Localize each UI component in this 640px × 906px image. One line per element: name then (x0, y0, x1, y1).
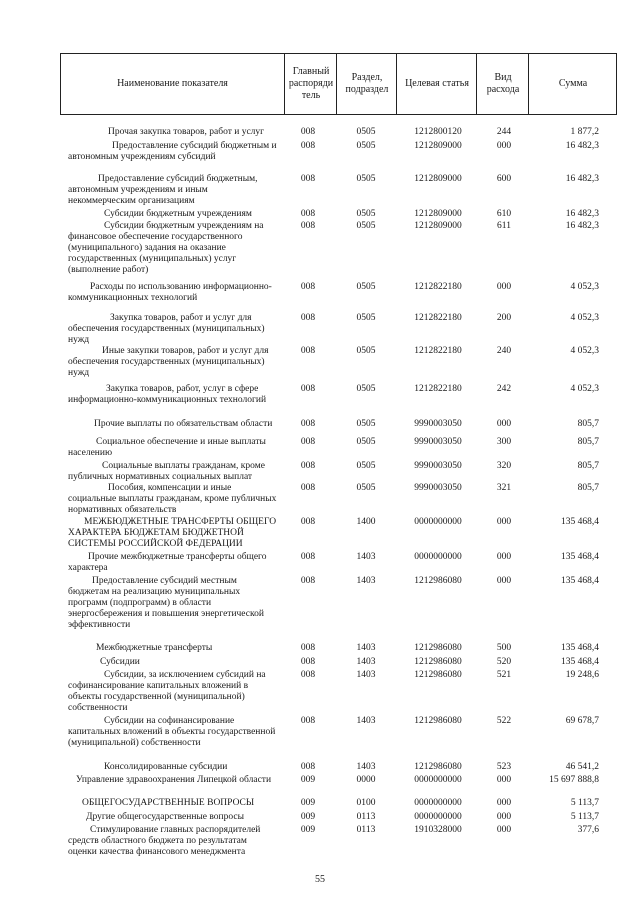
row-type: 520 (496, 657, 512, 667)
row-name: Закупка товаров, работ и услуг для обеспечения государственных (муниципальных) нужд (68, 313, 265, 345)
row-admin: 008 (300, 282, 316, 292)
row-target: 1212809000 (414, 174, 462, 184)
row-admin: 008 (300, 762, 316, 772)
row-section: 0505 (356, 419, 376, 429)
row-admin: 008 (300, 461, 316, 471)
row-name: Субсидии бюджетным учреждениям на финансовое обеспечение государственного (муниципального) задания на оказание государственных (муниципальных) услуг (выполнение работ) (68, 221, 264, 275)
row-section: 1403 (356, 716, 376, 726)
row-target: 1212986080 (414, 670, 462, 680)
row-sum: 15 697 888,8 (549, 775, 599, 785)
row-type: 521 (496, 670, 512, 680)
row-section: 0505 (356, 209, 376, 219)
row-name: Межбюджетные трансферты (96, 643, 213, 653)
row-sum: 19 248,6 (565, 670, 599, 680)
row-section: 0113 (356, 825, 376, 835)
row-section: 0505 (356, 221, 376, 231)
row-section: 0505 (356, 127, 376, 137)
row-section: 0113 (356, 812, 376, 822)
row-admin: 008 (300, 141, 316, 151)
page-number: 55 (315, 874, 325, 885)
row-admin: 009 (300, 775, 316, 785)
row-type: 240 (496, 346, 512, 356)
row-type: 000 (496, 576, 512, 586)
row-name: Предоставление субсидий бюджетным и автономным учреждениям субсидий (68, 141, 277, 162)
row-name: Социальное обеспечение и иные выплаты населению (68, 437, 266, 458)
row-name: Предоставление субсидий бюджетным, автономным учреждениям и иным некоммерческим организациям (68, 174, 258, 206)
row-type: 000 (496, 775, 512, 785)
header-name: Наименование показателя (117, 78, 228, 89)
row-admin: 008 (300, 716, 316, 726)
header-section: Раздел, подраздел (336, 54, 397, 114)
row-admin: 009 (300, 825, 316, 835)
row-name: Предоставление субсидий местным бюджетам на реализацию муниципальных программ (подпрограмм) в области энергосбережения и повышения энергетической эффективности (68, 576, 264, 630)
row-target: 0000000000 (414, 798, 462, 808)
row-target: 1212822180 (414, 313, 462, 323)
row-section: 1403 (356, 643, 376, 653)
row-admin: 008 (300, 657, 316, 667)
row-sum: 16 482,3 (565, 174, 599, 184)
row-admin: 008 (300, 127, 316, 137)
row-sum: 135 468,4 (561, 552, 599, 562)
row-admin: 008 (300, 483, 316, 493)
row-type: 320 (496, 461, 512, 471)
row-target: 1212986080 (414, 762, 462, 772)
row-sum: 805,7 (577, 483, 599, 493)
row-admin: 008 (300, 221, 316, 231)
row-admin: 008 (300, 437, 316, 447)
row-section: 1403 (356, 552, 376, 562)
row-section: 0505 (356, 483, 376, 493)
row-sum: 135 468,4 (561, 657, 599, 667)
row-target: 0000000000 (414, 517, 462, 527)
row-sum: 4 052,3 (570, 384, 599, 394)
row-admin: 008 (300, 419, 316, 429)
row-sum: 16 482,3 (565, 141, 599, 151)
row-name: Другие общегосударственные вопросы (86, 812, 244, 822)
row-section: 0505 (356, 437, 376, 447)
row-sum: 135 468,4 (561, 643, 599, 653)
row-target: 9990003050 (414, 419, 462, 429)
row-target: 1212809000 (414, 209, 462, 219)
row-sum: 16 482,3 (565, 209, 599, 219)
row-type: 611 (497, 221, 511, 231)
row-name: МЕЖБЮДЖЕТНЫЕ ТРАНСФЕРТЫ ОБЩЕГО ХАРАКТЕРА БЮДЖЕТАМ БЮДЖЕТНОЙ СИСТЕМЫ РОССИЙСКОЙ ФЕДЕРАЦИИ (68, 517, 277, 549)
row-type: 000 (496, 812, 512, 822)
row-target: 9990003050 (414, 437, 462, 447)
row-section: 0505 (356, 282, 376, 292)
row-section: 0000 (356, 775, 376, 785)
row-section: 1403 (356, 670, 376, 680)
row-section: 0505 (356, 141, 376, 151)
row-name: Пособия, компенсации и иные социальные выплаты гражданам, кроме публичных нормативных обязательств (68, 483, 277, 515)
row-admin: 008 (300, 346, 316, 356)
row-type: 522 (496, 716, 512, 726)
row-target: 1212822180 (414, 346, 462, 356)
row-sum: 46 541,2 (565, 762, 599, 772)
row-target: 1212986080 (414, 576, 462, 586)
row-sum: 69 678,7 (565, 716, 599, 726)
row-name: Социальные выплаты гражданам, кроме публичных нормативных социальных выплат (68, 461, 265, 482)
row-type: 242 (496, 384, 512, 394)
row-target: 0000000000 (414, 812, 462, 822)
row-type: 600 (496, 174, 512, 184)
row-target: 0000000000 (414, 552, 462, 562)
row-sum: 4 052,3 (570, 282, 599, 292)
row-name: Прочая закупка товаров, работ и услуг (108, 127, 265, 137)
row-target: 1212986080 (414, 716, 462, 726)
row-target: 1212809000 (414, 221, 462, 231)
row-sum: 805,7 (577, 437, 599, 447)
row-target: 1212822180 (414, 282, 462, 292)
row-name: Иные закупки товаров, работ и услуг для обеспечения государственных (муниципальных) нужд (68, 346, 269, 378)
row-section: 0505 (356, 346, 376, 356)
row-admin: 008 (300, 517, 316, 527)
row-target: 1212822180 (414, 384, 462, 394)
row-admin: 008 (300, 576, 316, 586)
row-target: 1212986080 (414, 643, 462, 653)
row-type: 000 (496, 825, 512, 835)
row-type: 300 (496, 437, 512, 447)
row-sum: 16 482,3 (565, 221, 599, 231)
row-type: 523 (496, 762, 512, 772)
row-admin: 008 (300, 313, 316, 323)
row-sum: 1 877,2 (570, 127, 599, 137)
header-admin: Главный распоряди тель (284, 54, 337, 114)
row-type: 610 (496, 209, 512, 219)
row-target: 1212986080 (414, 657, 462, 667)
row-type: 200 (496, 313, 512, 323)
row-name: Управление здравоохранения Липецкой области (76, 775, 272, 785)
row-type: 500 (496, 643, 512, 653)
row-name: Субсидии на софинансирование капитальных вложений в объекты государственной (муниципальной) собственности (68, 716, 276, 748)
row-admin: 008 (300, 552, 316, 562)
row-name: Прочие выплаты по обязательствам области (94, 419, 273, 429)
row-sum: 5 113,7 (570, 798, 599, 808)
row-target: 1212809000 (414, 141, 462, 151)
row-admin: 009 (300, 798, 316, 808)
row-type: 000 (496, 141, 512, 151)
row-admin: 008 (300, 384, 316, 394)
row-name: ОБЩЕГОСУДАРСТВЕННЫЕ ВОПРОСЫ (82, 798, 255, 808)
row-target: 9990003050 (414, 461, 462, 471)
row-type: 321 (496, 483, 512, 493)
row-target: 0000000000 (414, 775, 462, 785)
row-admin: 008 (300, 174, 316, 184)
row-sum: 4 052,3 (570, 346, 599, 356)
row-section: 0505 (356, 461, 376, 471)
header-type: Вид расхода (476, 54, 529, 114)
table-header (60, 53, 617, 115)
row-sum: 377,6 (577, 825, 599, 835)
row-sum: 805,7 (577, 461, 599, 471)
row-admin: 008 (300, 670, 316, 680)
row-type: 244 (496, 127, 512, 137)
row-name: Закупка товаров, работ, услуг в сфере информационно-коммуникационных технологий (68, 384, 267, 405)
row-sum: 4 052,3 (570, 313, 599, 323)
row-target: 1212800120 (414, 127, 462, 137)
row-section: 1403 (356, 657, 376, 667)
row-type: 000 (496, 552, 512, 562)
row-name: Стимулирование главных распорядителей средств областного бюджета по результатам оценки качества финансового менеджмента (68, 825, 261, 857)
row-section: 1403 (356, 762, 376, 772)
row-name: Субсидии, за исключением субсидий на софинансирование капитальных вложений в объекты государственной (муниципальной) собственности (68, 670, 266, 713)
row-section: 0100 (356, 798, 376, 808)
row-section: 1400 (356, 517, 376, 527)
row-sum: 805,7 (577, 419, 599, 429)
row-section: 0505 (356, 174, 376, 184)
header-sum: Сумма (528, 54, 617, 114)
header-target: Целевая статья (396, 54, 477, 114)
row-type: 000 (496, 517, 512, 527)
row-section: 0505 (356, 384, 376, 394)
row-sum: 135 468,4 (561, 517, 599, 527)
row-type: 000 (496, 798, 512, 808)
row-type: 000 (496, 282, 512, 292)
row-sum: 5 113,7 (570, 812, 599, 822)
row-target: 1910328000 (414, 825, 462, 835)
row-admin: 009 (300, 812, 316, 822)
row-type: 000 (496, 419, 512, 429)
row-target: 9990003050 (414, 483, 462, 493)
row-name: Прочие межбюджетные трансферты общего характера (68, 552, 267, 573)
row-name: Консолидированные субсидии (104, 762, 228, 772)
row-name: Субсидии бюджетным учреждениям (104, 209, 252, 219)
row-admin: 008 (300, 209, 316, 219)
row-sum: 135 468,4 (561, 576, 599, 586)
row-name: Субсидии (100, 657, 140, 667)
row-name: Расходы по использованию информационно-коммуникационных технологий (68, 282, 272, 303)
row-section: 0505 (356, 313, 376, 323)
row-admin: 008 (300, 643, 316, 653)
row-section: 1403 (356, 576, 376, 586)
